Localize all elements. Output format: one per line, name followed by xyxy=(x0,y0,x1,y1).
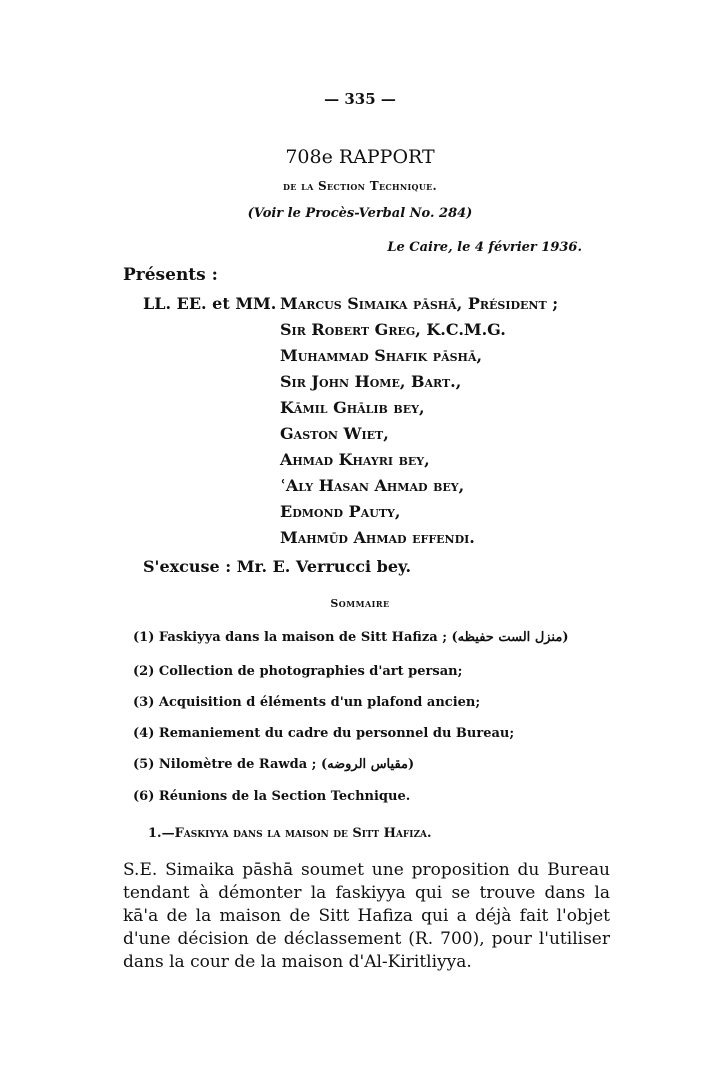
sommaire-heading: Sommaire xyxy=(330,597,390,610)
member-line: Sir Robert Greg, K.C.M.G. xyxy=(280,320,506,339)
member-line: Sir John Home, Bart., xyxy=(280,372,462,391)
member-line: Marcus Simaika pāshā, Président ; xyxy=(280,294,559,313)
sommaire-item-number: (5) xyxy=(133,757,155,772)
sommaire-item-number: (3) xyxy=(133,695,155,710)
sommaire-item-text: Réunions de la Section Technique. xyxy=(158,789,411,804)
member-line: ʿAly Hasan Ahmad bey, xyxy=(280,476,465,495)
sommaire-item xyxy=(133,757,414,772)
report-title: 708e RAPPORT xyxy=(285,146,435,168)
sommaire-item-text: Nilomètre de Rawda xyxy=(158,757,308,772)
sommaire-item xyxy=(133,630,568,645)
section-heading: 1.—Faskiyya dans la maison de Sitt Hafiza. xyxy=(148,826,432,841)
member-line: Gaston Wiet, xyxy=(280,424,389,443)
member-line: Kāmil Ghālib bey, xyxy=(280,398,425,417)
proces-verbal-reference: (Voir le Procès-Verbal No. 284) xyxy=(247,206,473,221)
sommaire-item-text: Acquisition d éléments d'un plafond ancien; xyxy=(158,695,481,710)
sommaire-item-text: Remaniement du cadre du personnel du Bureau; xyxy=(158,726,515,741)
sommaire-item-text: Collection de photographies d'art persan; xyxy=(158,664,463,679)
sommaire-item-arabic: (مقياس الروضه) ; xyxy=(311,757,415,772)
excused-member: S'excuse : Mr. E. Verrucci bey. xyxy=(143,557,412,576)
sommaire-item-arabic: (منزل الست حفيظه) ; xyxy=(442,630,569,645)
member-line: Muhammad Shafik pāshā, xyxy=(280,346,483,365)
lleet-label: LL. EE. et MM. xyxy=(143,294,277,313)
body-paragraph: S.E. Simaika pāshā soumet une proposition du Bureau tendant à démonter la faskiyya qui se trouve dans la kā'a de la maison de Sitt Hafiza qui a déjà fait l'objet d'une décision de déclassement (R. 700), pour l'utiliser dans la cour de la maison d'Al-Kiritliyya. xyxy=(123,860,610,972)
page-number: — 335 — xyxy=(324,90,396,108)
sommaire-item xyxy=(133,664,462,679)
member-line: Mahmūd Ahmad effendi. xyxy=(280,528,475,547)
sommaire-item xyxy=(133,789,410,804)
sommaire-item-number: (1) xyxy=(133,630,155,645)
sommaire-item-text: Faskiyya dans la maison de Sitt Hafiza xyxy=(158,630,438,645)
sommaire-item xyxy=(133,695,480,710)
member-line: Edmond Pauty, xyxy=(280,502,401,521)
report-subtitle: de la Section Technique. xyxy=(283,179,437,193)
sommaire-item-number: (4) xyxy=(133,726,155,741)
dateline: Le Caire, le 4 février 1936. xyxy=(387,240,582,255)
sommaire-item xyxy=(133,726,514,741)
member-line: Ahmad Khayri bey, xyxy=(280,450,430,469)
sommaire-item-number: (6) xyxy=(133,789,155,804)
sommaire-item-number: (2) xyxy=(133,664,155,679)
presents-label: Présents : xyxy=(123,265,218,285)
